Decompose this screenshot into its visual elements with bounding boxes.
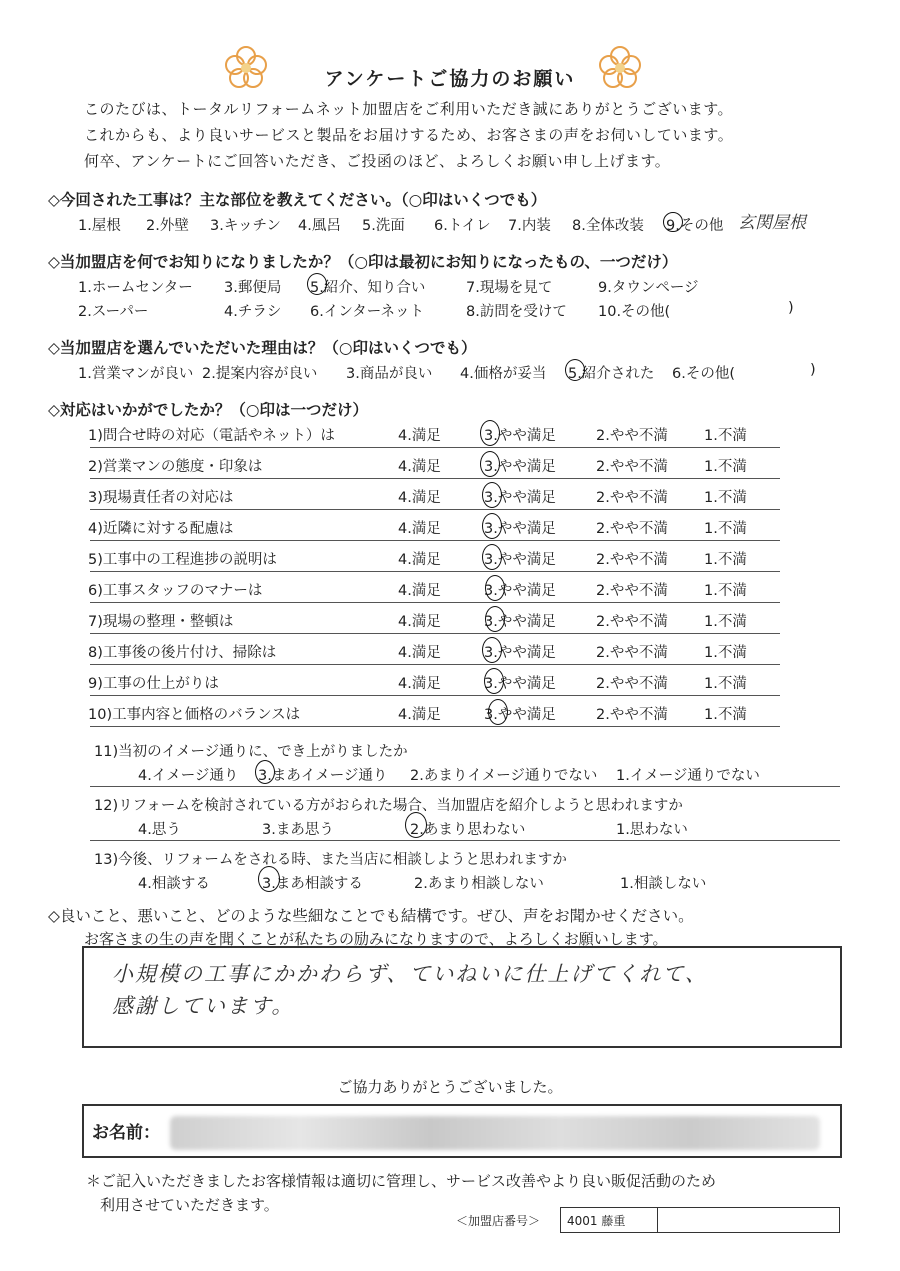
- q1-option-8[interactable]: 8.全体改装: [572, 218, 644, 234]
- q4-item-3-selected-circle: [482, 482, 502, 508]
- q4-item-7-selected-circle: [485, 606, 505, 632]
- q4-item-8-option-4[interactable]: 4.満足: [398, 645, 441, 661]
- q13-option-2[interactable]: 2.あまり相談しない: [414, 876, 544, 892]
- q2-option-5[interactable]: 5.紹介、知り合い: [310, 280, 426, 296]
- q4-divider: [90, 478, 780, 479]
- q4-item-1-selected-circle: [480, 420, 500, 446]
- q4-item-5-option-2[interactable]: 2.やや不満: [596, 552, 668, 568]
- q2-option-9[interactable]: 9.タウンページ: [598, 280, 699, 296]
- q4-item-9-option-2[interactable]: 2.やや不満: [596, 676, 668, 692]
- q4-item-5-option-4[interactable]: 4.満足: [398, 552, 441, 568]
- q4-item-10-option-3[interactable]: 3.やや満足: [484, 707, 556, 723]
- q3-option-6[interactable]: 6.その他(: [672, 366, 735, 382]
- q12-option-3[interactable]: 3.まあ思う: [262, 822, 334, 838]
- q2-option-8[interactable]: 8.訪問を受けて: [466, 304, 567, 320]
- q1-other-handwritten: 玄関屋根: [738, 213, 806, 233]
- q4-item-5-option-1[interactable]: 1.不満: [704, 552, 747, 568]
- q4-item-1-option-2[interactable]: 2.やや不満: [596, 428, 668, 444]
- q4-item-7-option-3[interactable]: 3.やや満足: [484, 614, 556, 630]
- q4-item-2-option-3[interactable]: 3.やや満足: [484, 459, 556, 475]
- q4-item-3: 3)現場責任者の対応は: [88, 490, 234, 506]
- q13-option-4[interactable]: 4.相談する: [138, 876, 210, 892]
- q13-option-1[interactable]: 1.相談しない: [620, 876, 707, 892]
- q11-divider: [90, 786, 840, 787]
- q1-option-5[interactable]: 5.洗面: [362, 218, 405, 234]
- q4-item-4-option-1[interactable]: 1.不満: [704, 521, 747, 537]
- q11-option-1[interactable]: 1.イメージ通りでない: [616, 768, 760, 784]
- q4-item-7: 7)現場の整理・整頓は: [88, 614, 234, 630]
- q2-option-2[interactable]: 2.スーパー: [78, 304, 149, 320]
- q4-item-10-option-4[interactable]: 4.満足: [398, 707, 441, 723]
- q4-item-2-option-1[interactable]: 1.不満: [704, 459, 747, 475]
- q3-option-5[interactable]: 5.紹介された: [568, 366, 655, 382]
- q2-option-6[interactable]: 6.インターネット: [310, 304, 425, 320]
- store-number-box: [560, 1207, 840, 1233]
- q4-item-2-selected-circle: [480, 451, 500, 477]
- comments-prompt-1: ◇良いこと、悪いこと、どのような些細なことでも結構です。ぜひ、声をお聞かせください。: [48, 907, 694, 925]
- q2-option-4[interactable]: 4.チラシ: [224, 304, 282, 320]
- q13-selected-circle: [258, 866, 280, 892]
- q4-item-8-option-2[interactable]: 2.やや不満: [596, 645, 668, 661]
- q12-selected-circle: [405, 812, 427, 838]
- q4-item-7-option-4[interactable]: 4.満足: [398, 614, 441, 630]
- page-title: アンケートご協力のお願い: [324, 68, 576, 90]
- q4-item-6-option-3[interactable]: 3.やや満足: [484, 583, 556, 599]
- q2-option-3[interactable]: 3.郵便局: [224, 280, 282, 296]
- q1-option-3[interactable]: 3.キッチン: [210, 218, 281, 234]
- q3-selected-circle: [565, 359, 585, 381]
- q4-item-8-option-1[interactable]: 1.不満: [704, 645, 747, 661]
- comments-prompt-2: お客さまの生の声を聞くことが私たちの励みになりますので、よろしくお願いします。: [84, 930, 668, 948]
- q4-item-8: 8)工事後の後片付け、掃除は: [88, 645, 277, 661]
- q12-title: 12)リフォームを検討されている方がおられた場合、当加盟店を紹介しようと思われますか: [94, 798, 683, 814]
- q4-divider: [90, 633, 780, 634]
- q12-divider: [90, 840, 840, 841]
- q1-option-1[interactable]: 1.屋根: [78, 218, 121, 234]
- q3-option-6-close: ): [810, 362, 816, 378]
- q4-item-6-option-2[interactable]: 2.やや不満: [596, 583, 668, 599]
- comment-handwritten-line-1: 小規模の工事にかかわらず、ていねいに仕上げてくれて、: [112, 962, 708, 986]
- q4-item-6: 6)工事スタッフのマナーは: [88, 583, 263, 599]
- q4-item-8-option-3[interactable]: 3.やや満足: [484, 645, 556, 661]
- q4-divider: [90, 664, 780, 665]
- q4-item-7-option-2[interactable]: 2.やや不満: [596, 614, 668, 630]
- q2-option-7[interactable]: 7.現場を見て: [466, 280, 553, 296]
- q1-option-6[interactable]: 6.トイレ: [434, 218, 491, 234]
- q4-divider: [90, 695, 780, 696]
- q4-item-10: 10)工事内容と価格のバランスは: [88, 707, 301, 723]
- name-label: お名前：: [92, 1123, 160, 1143]
- q4-item-6-option-4[interactable]: 4.満足: [398, 583, 441, 599]
- q4-item-1: 1)問合せ時の対応（電話やネット）は: [88, 428, 335, 444]
- q4-item-6-selected-circle: [485, 575, 505, 601]
- q4-item-5-option-3[interactable]: 3.やや満足: [484, 552, 556, 568]
- intro-line-2: これからも、より良いサービスと製品をお届けするため、お客さまの声をお伺いしています。: [84, 126, 734, 144]
- name-redacted-blur: [170, 1116, 820, 1150]
- q13-title: 13)今後、リフォームをされる時、また当店に相談しようと思われますか: [94, 852, 567, 868]
- q4-item-3-option-4[interactable]: 4.満足: [398, 490, 441, 506]
- q4-item-1-option-1[interactable]: 1.不満: [704, 428, 747, 444]
- intro-line-1: このたびは、トータルリフォームネット加盟店をご利用いただき誠にありがとうございます。: [84, 100, 734, 118]
- q4-title: ◇対応はいかがでしたか？（○印は一つだけ）: [48, 401, 368, 419]
- q3-option-3[interactable]: 3.商品が良い: [346, 366, 433, 382]
- q1-option-2[interactable]: 2.外壁: [146, 218, 189, 234]
- q12-option-2[interactable]: 2.あまり思わない: [410, 822, 526, 838]
- q2-title: ◇当加盟店を何でお知りになりましたか？（○印は最初にお知りになったもの、一つだけ）: [48, 253, 678, 271]
- q4-item-4: 4)近隣に対する配慮は: [88, 521, 234, 537]
- notice-line-1: ＊ご記入いただきましたお客様情報は適切に管理し、サービス改善やより良い販促活動のため: [86, 1172, 717, 1190]
- q4-item-9-option-4[interactable]: 4.満足: [398, 676, 441, 692]
- q4-item-8-selected-circle: [482, 637, 502, 663]
- q4-item-7-option-1[interactable]: 1.不満: [704, 614, 747, 630]
- q11-selected-circle: [255, 760, 275, 784]
- comment-handwritten-line-2: 感謝しています。: [112, 994, 295, 1018]
- q4-item-9-selected-circle: [484, 668, 504, 694]
- intro-line-3: 何卒、アンケートにご回答いただき、ご投函のほど、よろしくお願い申し上げます。: [84, 152, 671, 170]
- q4-item-3-option-3[interactable]: 3.やや満足: [484, 490, 556, 506]
- q13-option-3[interactable]: 3.まあ相談する: [262, 876, 363, 892]
- q4-item-3-option-2[interactable]: 2.やや不満: [596, 490, 668, 506]
- q3-option-1[interactable]: 1.営業マンが良い: [78, 366, 194, 382]
- q3-option-4[interactable]: 4.価格が妥当: [460, 366, 547, 382]
- q4-item-4-option-4[interactable]: 4.満足: [398, 521, 441, 537]
- q4-item-4-selected-circle: [482, 513, 502, 539]
- q11-option-2[interactable]: 2.あまりイメージ通りでない: [410, 768, 598, 784]
- q4-item-10-option-1[interactable]: 1.不満: [704, 707, 747, 723]
- q4-divider: [90, 509, 780, 510]
- q11-option-3[interactable]: 3.まあイメージ通り: [258, 768, 388, 784]
- q4-divider: [90, 602, 780, 603]
- q4-item-9-option-1[interactable]: 1.不満: [704, 676, 747, 692]
- q4-divider: [90, 726, 780, 727]
- q3-title: ◇当加盟店を選んでいただいた理由は？（○印はいくつでも）: [48, 339, 477, 357]
- q12-option-1[interactable]: 1.思わない: [616, 822, 688, 838]
- store-number-label: ＜加盟店番号＞: [456, 1214, 541, 1228]
- q11-option-4[interactable]: 4.イメージ通り: [138, 768, 239, 784]
- q1-option-4[interactable]: 4.風呂: [298, 218, 341, 234]
- q3-option-2[interactable]: 2.提案内容が良い: [202, 366, 318, 382]
- notice-line-2: 利用させていただきます。: [100, 1196, 279, 1214]
- q4-divider: [90, 540, 780, 541]
- q4-item-5: 5)工事中の工程進捗の説明は: [88, 552, 277, 568]
- q2-option-1[interactable]: 1.ホームセンター: [78, 280, 193, 296]
- q4-item-9: 9)工事の仕上がりは: [88, 676, 219, 692]
- thanks-text: ご協力ありがとうございました。: [337, 1078, 563, 1096]
- q4-divider: [90, 447, 780, 448]
- q4-divider: [90, 571, 780, 572]
- q1-option-7[interactable]: 7.内装: [508, 218, 551, 234]
- q4-item-2-option-4[interactable]: 4.満足: [398, 459, 441, 475]
- q4-item-2-option-2[interactable]: 2.やや不満: [596, 459, 668, 475]
- q1-selected-circle: [663, 212, 683, 232]
- q4-item-2: 2)営業マンの態度・印象は: [88, 459, 263, 475]
- q4-item-3-option-1[interactable]: 1.不満: [704, 490, 747, 506]
- q4-item-4-option-2[interactable]: 2.やや不満: [596, 521, 668, 537]
- q11-title: 11)当初のイメージ通りに、でき上がりましたか: [94, 744, 408, 760]
- q4-item-1-option-3[interactable]: 3.やや満足: [484, 428, 556, 444]
- q4-item-10-selected-circle: [488, 699, 508, 725]
- q2-option-10[interactable]: 10.その他(: [598, 304, 671, 320]
- q1-title: ◇今回された工事は？主な部位を教えてください。（○印はいくつでも）: [48, 191, 547, 209]
- q1-option-9[interactable]: 9.その他: [666, 218, 724, 234]
- q2-selected-circle: [307, 273, 327, 295]
- q4-item-1-option-4[interactable]: 4.満足: [398, 428, 441, 444]
- q12-option-4[interactable]: 4.思う: [138, 822, 181, 838]
- q4-item-9-option-3[interactable]: 3.やや満足: [484, 676, 556, 692]
- store-number-value: 4001 藤重: [561, 1208, 658, 1232]
- q2-option-10-close: ): [788, 300, 794, 316]
- q4-item-5-selected-circle: [482, 544, 502, 570]
- q4-item-6-option-1[interactable]: 1.不満: [704, 583, 747, 599]
- q4-item-10-option-2[interactable]: 2.やや不満: [596, 707, 668, 723]
- q4-item-4-option-3[interactable]: 3.やや満足: [484, 521, 556, 537]
